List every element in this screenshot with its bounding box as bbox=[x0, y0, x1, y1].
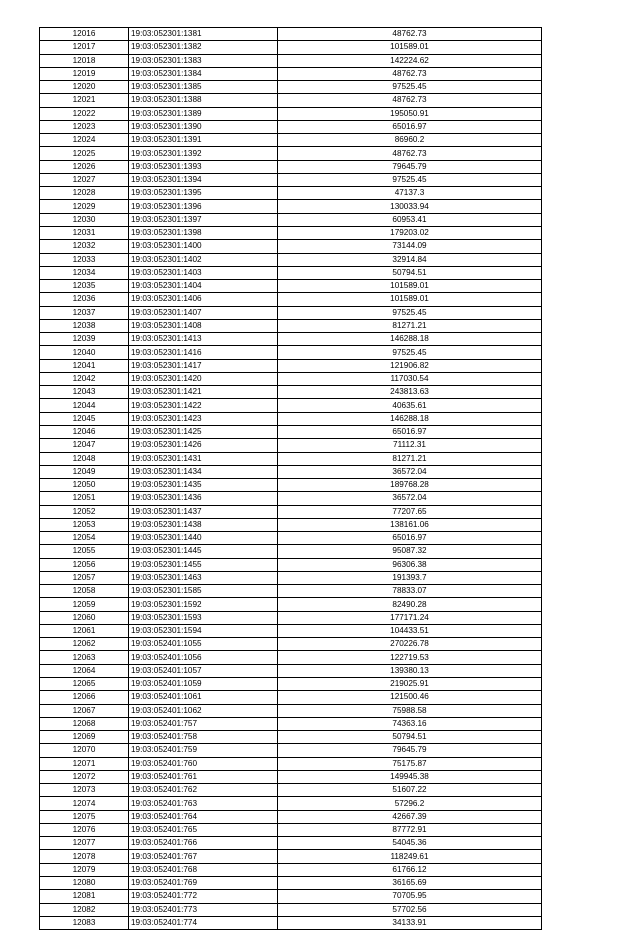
table-row bbox=[40, 558, 542, 571]
row-id-cell: 12035 bbox=[40, 280, 129, 293]
cadastral-number-cell: 19:03:052401:772 bbox=[129, 890, 278, 903]
amount-cell: 70705.95 bbox=[278, 890, 542, 903]
row-id-cell: 12040 bbox=[40, 346, 129, 359]
table-row bbox=[40, 386, 542, 399]
table-row bbox=[40, 731, 542, 744]
cadastral-number-cell: 19:03:052301:1437 bbox=[129, 505, 278, 518]
cadastral-number-cell: 19:03:052301:1383 bbox=[129, 54, 278, 67]
table-row bbox=[40, 717, 542, 730]
row-id-cell: 12016 bbox=[40, 28, 129, 41]
amount-cell: 48762.73 bbox=[278, 67, 542, 80]
amount-cell: 195050.91 bbox=[278, 107, 542, 120]
table-row bbox=[40, 293, 542, 306]
table-row bbox=[40, 823, 542, 836]
row-id-cell: 12057 bbox=[40, 571, 129, 584]
cadastral-number-cell: 19:03:052401:757 bbox=[129, 717, 278, 730]
cadastral-number-cell: 19:03:052301:1397 bbox=[129, 213, 278, 226]
table-row bbox=[40, 744, 542, 757]
row-id-cell: 12045 bbox=[40, 412, 129, 425]
cadastral-number-cell: 19:03:052301:1455 bbox=[129, 558, 278, 571]
amount-cell: 79645.79 bbox=[278, 160, 542, 173]
cadastral-number-cell: 19:03:052301:1396 bbox=[129, 200, 278, 213]
table-row bbox=[40, 518, 542, 531]
table-row bbox=[40, 253, 542, 266]
row-id-cell: 12018 bbox=[40, 54, 129, 67]
amount-cell: 121500.46 bbox=[278, 691, 542, 704]
cadastral-number-cell: 19:03:052301:1381 bbox=[129, 28, 278, 41]
row-id-cell: 12055 bbox=[40, 545, 129, 558]
amount-cell: 104433.51 bbox=[278, 624, 542, 637]
table-row bbox=[40, 399, 542, 412]
amount-cell: 97525.45 bbox=[278, 173, 542, 186]
amount-cell: 139380.13 bbox=[278, 664, 542, 677]
table-row bbox=[40, 200, 542, 213]
row-id-cell: 12022 bbox=[40, 107, 129, 120]
cadastral-number-cell: 19:03:052301:1393 bbox=[129, 160, 278, 173]
cadastral-number-cell: 19:03:052401:761 bbox=[129, 770, 278, 783]
cadastral-number-cell: 19:03:052301:1400 bbox=[129, 240, 278, 253]
amount-cell: 36572.04 bbox=[278, 465, 542, 478]
amount-cell: 54045.36 bbox=[278, 837, 542, 850]
row-id-cell: 12068 bbox=[40, 717, 129, 730]
row-id-cell: 12079 bbox=[40, 863, 129, 876]
cadastral-number-cell: 19:03:052301:1395 bbox=[129, 187, 278, 200]
row-id-cell: 12043 bbox=[40, 386, 129, 399]
cadastral-number-cell: 19:03:052301:1436 bbox=[129, 492, 278, 505]
table-row bbox=[40, 850, 542, 863]
cadastral-number-cell: 19:03:052401:759 bbox=[129, 744, 278, 757]
cadastral-number-cell: 19:03:052301:1382 bbox=[129, 41, 278, 54]
table-row bbox=[40, 770, 542, 783]
table-row bbox=[40, 280, 542, 293]
cadastral-number-cell: 19:03:052401:758 bbox=[129, 731, 278, 744]
cadastral-number-cell: 19:03:052401:773 bbox=[129, 903, 278, 916]
row-id-cell: 12081 bbox=[40, 890, 129, 903]
cadastral-number-cell: 19:03:052301:1385 bbox=[129, 81, 278, 94]
amount-cell: 81271.21 bbox=[278, 452, 542, 465]
table-row bbox=[40, 372, 542, 385]
table-row bbox=[40, 81, 542, 94]
table-row bbox=[40, 134, 542, 147]
row-id-cell: 12042 bbox=[40, 372, 129, 385]
cadastral-number-cell: 19:03:052301:1431 bbox=[129, 452, 278, 465]
table-row bbox=[40, 863, 542, 876]
row-id-cell: 12076 bbox=[40, 823, 129, 836]
row-id-cell: 12065 bbox=[40, 678, 129, 691]
cadastral-number-cell: 19:03:052301:1408 bbox=[129, 319, 278, 332]
table-row bbox=[40, 532, 542, 545]
cadastral-number-cell: 19:03:052301:1402 bbox=[129, 253, 278, 266]
cadastral-number-cell: 19:03:052401:766 bbox=[129, 837, 278, 850]
row-id-cell: 12047 bbox=[40, 439, 129, 452]
amount-cell: 81271.21 bbox=[278, 319, 542, 332]
amount-cell: 75175.87 bbox=[278, 757, 542, 770]
amount-cell: 117030.54 bbox=[278, 372, 542, 385]
amount-cell: 61766.12 bbox=[278, 863, 542, 876]
table-row bbox=[40, 492, 542, 505]
cadastral-number-cell: 19:03:052301:1425 bbox=[129, 425, 278, 438]
cadastral-number-cell: 19:03:052301:1440 bbox=[129, 532, 278, 545]
row-id-cell: 12036 bbox=[40, 293, 129, 306]
table-row bbox=[40, 585, 542, 598]
amount-cell: 138161.06 bbox=[278, 518, 542, 531]
table-row bbox=[40, 916, 542, 929]
cadastral-number-cell: 19:03:052301:1394 bbox=[129, 173, 278, 186]
table-row bbox=[40, 359, 542, 372]
row-id-cell: 12017 bbox=[40, 41, 129, 54]
amount-cell: 74363.16 bbox=[278, 717, 542, 730]
table-row bbox=[40, 465, 542, 478]
row-id-cell: 12078 bbox=[40, 850, 129, 863]
cadastral-number-cell: 19:03:052401:774 bbox=[129, 916, 278, 929]
amount-cell: 146288.18 bbox=[278, 412, 542, 425]
table-row bbox=[40, 107, 542, 120]
cadastral-number-cell: 19:03:052401:1055 bbox=[129, 638, 278, 651]
amount-cell: 36165.69 bbox=[278, 877, 542, 890]
table-row bbox=[40, 651, 542, 664]
cadastral-number-cell: 19:03:052401:767 bbox=[129, 850, 278, 863]
amount-cell: 65016.97 bbox=[278, 120, 542, 133]
amount-cell: 42667.39 bbox=[278, 810, 542, 823]
table-row bbox=[40, 598, 542, 611]
table-row bbox=[40, 452, 542, 465]
amount-cell: 101589.01 bbox=[278, 293, 542, 306]
table-row bbox=[40, 837, 542, 850]
amount-cell: 47137.3 bbox=[278, 187, 542, 200]
table-row bbox=[40, 505, 542, 518]
table-row bbox=[40, 903, 542, 916]
row-id-cell: 12072 bbox=[40, 770, 129, 783]
row-id-cell: 12060 bbox=[40, 611, 129, 624]
cadastral-number-cell: 19:03:052401:1061 bbox=[129, 691, 278, 704]
row-id-cell: 12027 bbox=[40, 173, 129, 186]
row-id-cell: 12069 bbox=[40, 731, 129, 744]
table-row bbox=[40, 479, 542, 492]
row-id-cell: 12080 bbox=[40, 877, 129, 890]
row-id-cell: 12064 bbox=[40, 664, 129, 677]
table-row bbox=[40, 784, 542, 797]
row-id-cell: 12046 bbox=[40, 425, 129, 438]
row-id-cell: 12059 bbox=[40, 598, 129, 611]
table-row bbox=[40, 691, 542, 704]
amount-cell: 122719.53 bbox=[278, 651, 542, 664]
cadastral-number-cell: 19:03:052301:1404 bbox=[129, 280, 278, 293]
table-row bbox=[40, 664, 542, 677]
row-id-cell: 12029 bbox=[40, 200, 129, 213]
table-row bbox=[40, 545, 542, 558]
table-row bbox=[40, 439, 542, 452]
amount-cell: 96306.38 bbox=[278, 558, 542, 571]
amount-cell: 149945.38 bbox=[278, 770, 542, 783]
amount-cell: 118249.61 bbox=[278, 850, 542, 863]
cadastral-number-cell: 19:03:052401:768 bbox=[129, 863, 278, 876]
row-id-cell: 12070 bbox=[40, 744, 129, 757]
table-row bbox=[40, 94, 542, 107]
amount-cell: 57702.56 bbox=[278, 903, 542, 916]
amount-cell: 50794.51 bbox=[278, 731, 542, 744]
amount-cell: 50794.51 bbox=[278, 266, 542, 279]
cadastral-number-cell: 19:03:052301:1413 bbox=[129, 333, 278, 346]
row-id-cell: 12039 bbox=[40, 333, 129, 346]
table-row bbox=[40, 41, 542, 54]
table-row bbox=[40, 571, 542, 584]
cadastral-number-cell: 19:03:052401:1062 bbox=[129, 704, 278, 717]
amount-cell: 86960.2 bbox=[278, 134, 542, 147]
row-id-cell: 12020 bbox=[40, 81, 129, 94]
cadastral-number-cell: 19:03:052301:1434 bbox=[129, 465, 278, 478]
row-id-cell: 12030 bbox=[40, 213, 129, 226]
cadastral-number-cell: 19:03:052301:1423 bbox=[129, 412, 278, 425]
row-id-cell: 12028 bbox=[40, 187, 129, 200]
data-table bbox=[39, 27, 542, 930]
table-row bbox=[40, 319, 542, 332]
amount-cell: 121906.82 bbox=[278, 359, 542, 372]
row-id-cell: 12051 bbox=[40, 492, 129, 505]
amount-cell: 77207.65 bbox=[278, 505, 542, 518]
row-id-cell: 12075 bbox=[40, 810, 129, 823]
cadastral-number-cell: 19:03:052401:762 bbox=[129, 784, 278, 797]
row-id-cell: 12053 bbox=[40, 518, 129, 531]
table-row bbox=[40, 425, 542, 438]
table-row bbox=[40, 611, 542, 624]
cadastral-number-cell: 19:03:052301:1417 bbox=[129, 359, 278, 372]
cadastral-number-cell: 19:03:052301:1420 bbox=[129, 372, 278, 385]
row-id-cell: 12023 bbox=[40, 120, 129, 133]
amount-cell: 51607.22 bbox=[278, 784, 542, 797]
table-row bbox=[40, 266, 542, 279]
table-row bbox=[40, 120, 542, 133]
cadastral-number-cell: 19:03:052301:1421 bbox=[129, 386, 278, 399]
cadastral-number-cell: 19:03:052401:1059 bbox=[129, 678, 278, 691]
table-row bbox=[40, 757, 542, 770]
row-id-cell: 12031 bbox=[40, 226, 129, 239]
row-id-cell: 12038 bbox=[40, 319, 129, 332]
table-row bbox=[40, 704, 542, 717]
table-row bbox=[40, 187, 542, 200]
amount-cell: 243813.63 bbox=[278, 386, 542, 399]
cadastral-number-cell: 19:03:052401:769 bbox=[129, 877, 278, 890]
amount-cell: 65016.97 bbox=[278, 425, 542, 438]
row-id-cell: 12067 bbox=[40, 704, 129, 717]
amount-cell: 34133.91 bbox=[278, 916, 542, 929]
table-row bbox=[40, 412, 542, 425]
amount-cell: 97525.45 bbox=[278, 81, 542, 94]
amount-cell: 32914.84 bbox=[278, 253, 542, 266]
amount-cell: 219025.91 bbox=[278, 678, 542, 691]
amount-cell: 270226.78 bbox=[278, 638, 542, 651]
row-id-cell: 12033 bbox=[40, 253, 129, 266]
cadastral-number-cell: 19:03:052301:1463 bbox=[129, 571, 278, 584]
amount-cell: 97525.45 bbox=[278, 306, 542, 319]
table-row bbox=[40, 67, 542, 80]
cadastral-number-cell: 19:03:052401:1057 bbox=[129, 664, 278, 677]
row-id-cell: 12026 bbox=[40, 160, 129, 173]
cadastral-number-cell: 19:03:052401:1056 bbox=[129, 651, 278, 664]
row-id-cell: 12074 bbox=[40, 797, 129, 810]
cadastral-number-cell: 19:03:052301:1407 bbox=[129, 306, 278, 319]
amount-cell: 48762.73 bbox=[278, 28, 542, 41]
row-id-cell: 12073 bbox=[40, 784, 129, 797]
row-id-cell: 12082 bbox=[40, 903, 129, 916]
row-id-cell: 12041 bbox=[40, 359, 129, 372]
amount-cell: 87772.91 bbox=[278, 823, 542, 836]
row-id-cell: 12061 bbox=[40, 624, 129, 637]
amount-cell: 36572.04 bbox=[278, 492, 542, 505]
cadastral-number-cell: 19:03:052301:1384 bbox=[129, 67, 278, 80]
table-row bbox=[40, 624, 542, 637]
amount-cell: 179203.02 bbox=[278, 226, 542, 239]
cadastral-number-cell: 19:03:052301:1426 bbox=[129, 439, 278, 452]
cadastral-number-cell: 19:03:052301:1585 bbox=[129, 585, 278, 598]
table-row bbox=[40, 160, 542, 173]
amount-cell: 146288.18 bbox=[278, 333, 542, 346]
table-row bbox=[40, 306, 542, 319]
amount-cell: 142224.62 bbox=[278, 54, 542, 67]
row-id-cell: 12071 bbox=[40, 757, 129, 770]
cadastral-number-cell: 19:03:052301:1422 bbox=[129, 399, 278, 412]
table-row bbox=[40, 213, 542, 226]
table-row bbox=[40, 226, 542, 239]
table-row bbox=[40, 147, 542, 160]
amount-cell: 71112.31 bbox=[278, 439, 542, 452]
table-row bbox=[40, 240, 542, 253]
table-row bbox=[40, 877, 542, 890]
cadastral-number-cell: 19:03:052301:1403 bbox=[129, 266, 278, 279]
table-row bbox=[40, 678, 542, 691]
table-row bbox=[40, 28, 542, 41]
row-id-cell: 12083 bbox=[40, 916, 129, 929]
table-row bbox=[40, 54, 542, 67]
amount-cell: 48762.73 bbox=[278, 94, 542, 107]
row-id-cell: 12063 bbox=[40, 651, 129, 664]
amount-cell: 73144.09 bbox=[278, 240, 542, 253]
row-id-cell: 12037 bbox=[40, 306, 129, 319]
cadastral-number-cell: 19:03:052301:1592 bbox=[129, 598, 278, 611]
cadastral-number-cell: 19:03:052301:1389 bbox=[129, 107, 278, 120]
amount-cell: 130033.94 bbox=[278, 200, 542, 213]
amount-cell: 82490.28 bbox=[278, 598, 542, 611]
cadastral-number-cell: 19:03:052401:760 bbox=[129, 757, 278, 770]
row-id-cell: 12034 bbox=[40, 266, 129, 279]
amount-cell: 95087.32 bbox=[278, 545, 542, 558]
row-id-cell: 12021 bbox=[40, 94, 129, 107]
cadastral-number-cell: 19:03:052301:1594 bbox=[129, 624, 278, 637]
amount-cell: 65016.97 bbox=[278, 532, 542, 545]
amount-cell: 97525.45 bbox=[278, 346, 542, 359]
amount-cell: 60953.41 bbox=[278, 213, 542, 226]
row-id-cell: 12024 bbox=[40, 134, 129, 147]
cadastral-number-cell: 19:03:052301:1406 bbox=[129, 293, 278, 306]
row-id-cell: 12066 bbox=[40, 691, 129, 704]
cadastral-number-cell: 19:03:052301:1390 bbox=[129, 120, 278, 133]
table-body bbox=[40, 28, 542, 930]
amount-cell: 40635.61 bbox=[278, 399, 542, 412]
amount-cell: 189768.28 bbox=[278, 479, 542, 492]
cadastral-number-cell: 19:03:052301:1593 bbox=[129, 611, 278, 624]
cadastral-number-cell: 19:03:052301:1392 bbox=[129, 147, 278, 160]
cadastral-number-cell: 19:03:052401:763 bbox=[129, 797, 278, 810]
cadastral-number-cell: 19:03:052301:1416 bbox=[129, 346, 278, 359]
cadastral-number-cell: 19:03:052301:1438 bbox=[129, 518, 278, 531]
cadastral-number-cell: 19:03:052401:765 bbox=[129, 823, 278, 836]
row-id-cell: 12052 bbox=[40, 505, 129, 518]
table-row bbox=[40, 173, 542, 186]
amount-cell: 75988.58 bbox=[278, 704, 542, 717]
table-row bbox=[40, 797, 542, 810]
cadastral-number-cell: 19:03:052401:764 bbox=[129, 810, 278, 823]
amount-cell: 57296.2 bbox=[278, 797, 542, 810]
amount-cell: 101589.01 bbox=[278, 280, 542, 293]
table-row bbox=[40, 890, 542, 903]
amount-cell: 79645.79 bbox=[278, 744, 542, 757]
table-row bbox=[40, 333, 542, 346]
cadastral-number-cell: 19:03:052301:1445 bbox=[129, 545, 278, 558]
cadastral-number-cell: 19:03:052301:1435 bbox=[129, 479, 278, 492]
table-row bbox=[40, 810, 542, 823]
amount-cell: 191393.7 bbox=[278, 571, 542, 584]
cadastral-number-cell: 19:03:052301:1388 bbox=[129, 94, 278, 107]
table-row bbox=[40, 638, 542, 651]
row-id-cell: 12019 bbox=[40, 67, 129, 80]
table-row bbox=[40, 346, 542, 359]
row-id-cell: 12056 bbox=[40, 558, 129, 571]
cadastral-number-cell: 19:03:052301:1391 bbox=[129, 134, 278, 147]
row-id-cell: 12058 bbox=[40, 585, 129, 598]
cadastral-number-cell: 19:03:052301:1398 bbox=[129, 226, 278, 239]
row-id-cell: 12050 bbox=[40, 479, 129, 492]
row-id-cell: 12025 bbox=[40, 147, 129, 160]
row-id-cell: 12077 bbox=[40, 837, 129, 850]
row-id-cell: 12062 bbox=[40, 638, 129, 651]
row-id-cell: 12049 bbox=[40, 465, 129, 478]
row-id-cell: 12054 bbox=[40, 532, 129, 545]
amount-cell: 177171.24 bbox=[278, 611, 542, 624]
amount-cell: 78833.07 bbox=[278, 585, 542, 598]
row-id-cell: 12048 bbox=[40, 452, 129, 465]
amount-cell: 101589.01 bbox=[278, 41, 542, 54]
amount-cell: 48762.73 bbox=[278, 147, 542, 160]
row-id-cell: 12044 bbox=[40, 399, 129, 412]
row-id-cell: 12032 bbox=[40, 240, 129, 253]
